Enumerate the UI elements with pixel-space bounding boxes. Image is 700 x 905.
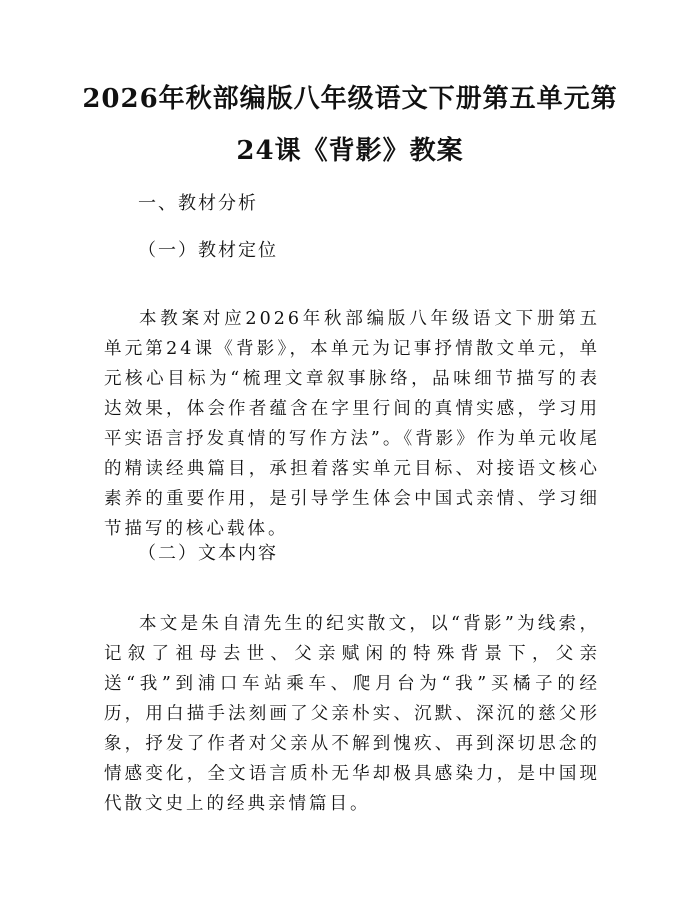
paragraph-positioning: 本教案对应2026年秋部编版八年级语文下册第五单元第24课《背影》，本单元为记事抒情散文单元，单元核心目标为“梳理文章叙事脉络，品味细节描写的表达效果，体会作者蕴含在字里行间的真情实感，学习用平实语言抒发真情的写作方法”。《背影》作为单元收尾的精读经典篇目，承担着落实单元目标、对接语文核心素养的重要作用，是引导学生体会中国式亲情、学习细节描写的核心载体。	[104, 308, 600, 539]
paragraph-text-content: 本文是朱自清先生的纪实散文，以“背影”为线索，记叙了祖母去世、父亲赋闲的特殊背景下，父亲送“我”到浦口车站乘车、爬月台为“我”买橘子的经历，用白描手法刻画了父亲朴实、沉默、深沉的慈父形象，抒发了作者对父亲从不解到愧疚、再到深切思念的情感变化，全文语言质朴无华却极具感染力，是中国现代散文史上的经典亲情篇目。	[104, 613, 600, 814]
document-title-line2: 24课《背影》教案	[236, 136, 464, 166]
document-title-line1: 2026年秋部编版八年级语文下册第五单元第	[82, 84, 618, 114]
subsection-heading-positioning: （一）教材定位	[138, 240, 278, 261]
section-heading-textbook-analysis: 一、教材分析	[138, 193, 258, 214]
subsection-heading-text-content: （二）文本内容	[138, 543, 278, 564]
